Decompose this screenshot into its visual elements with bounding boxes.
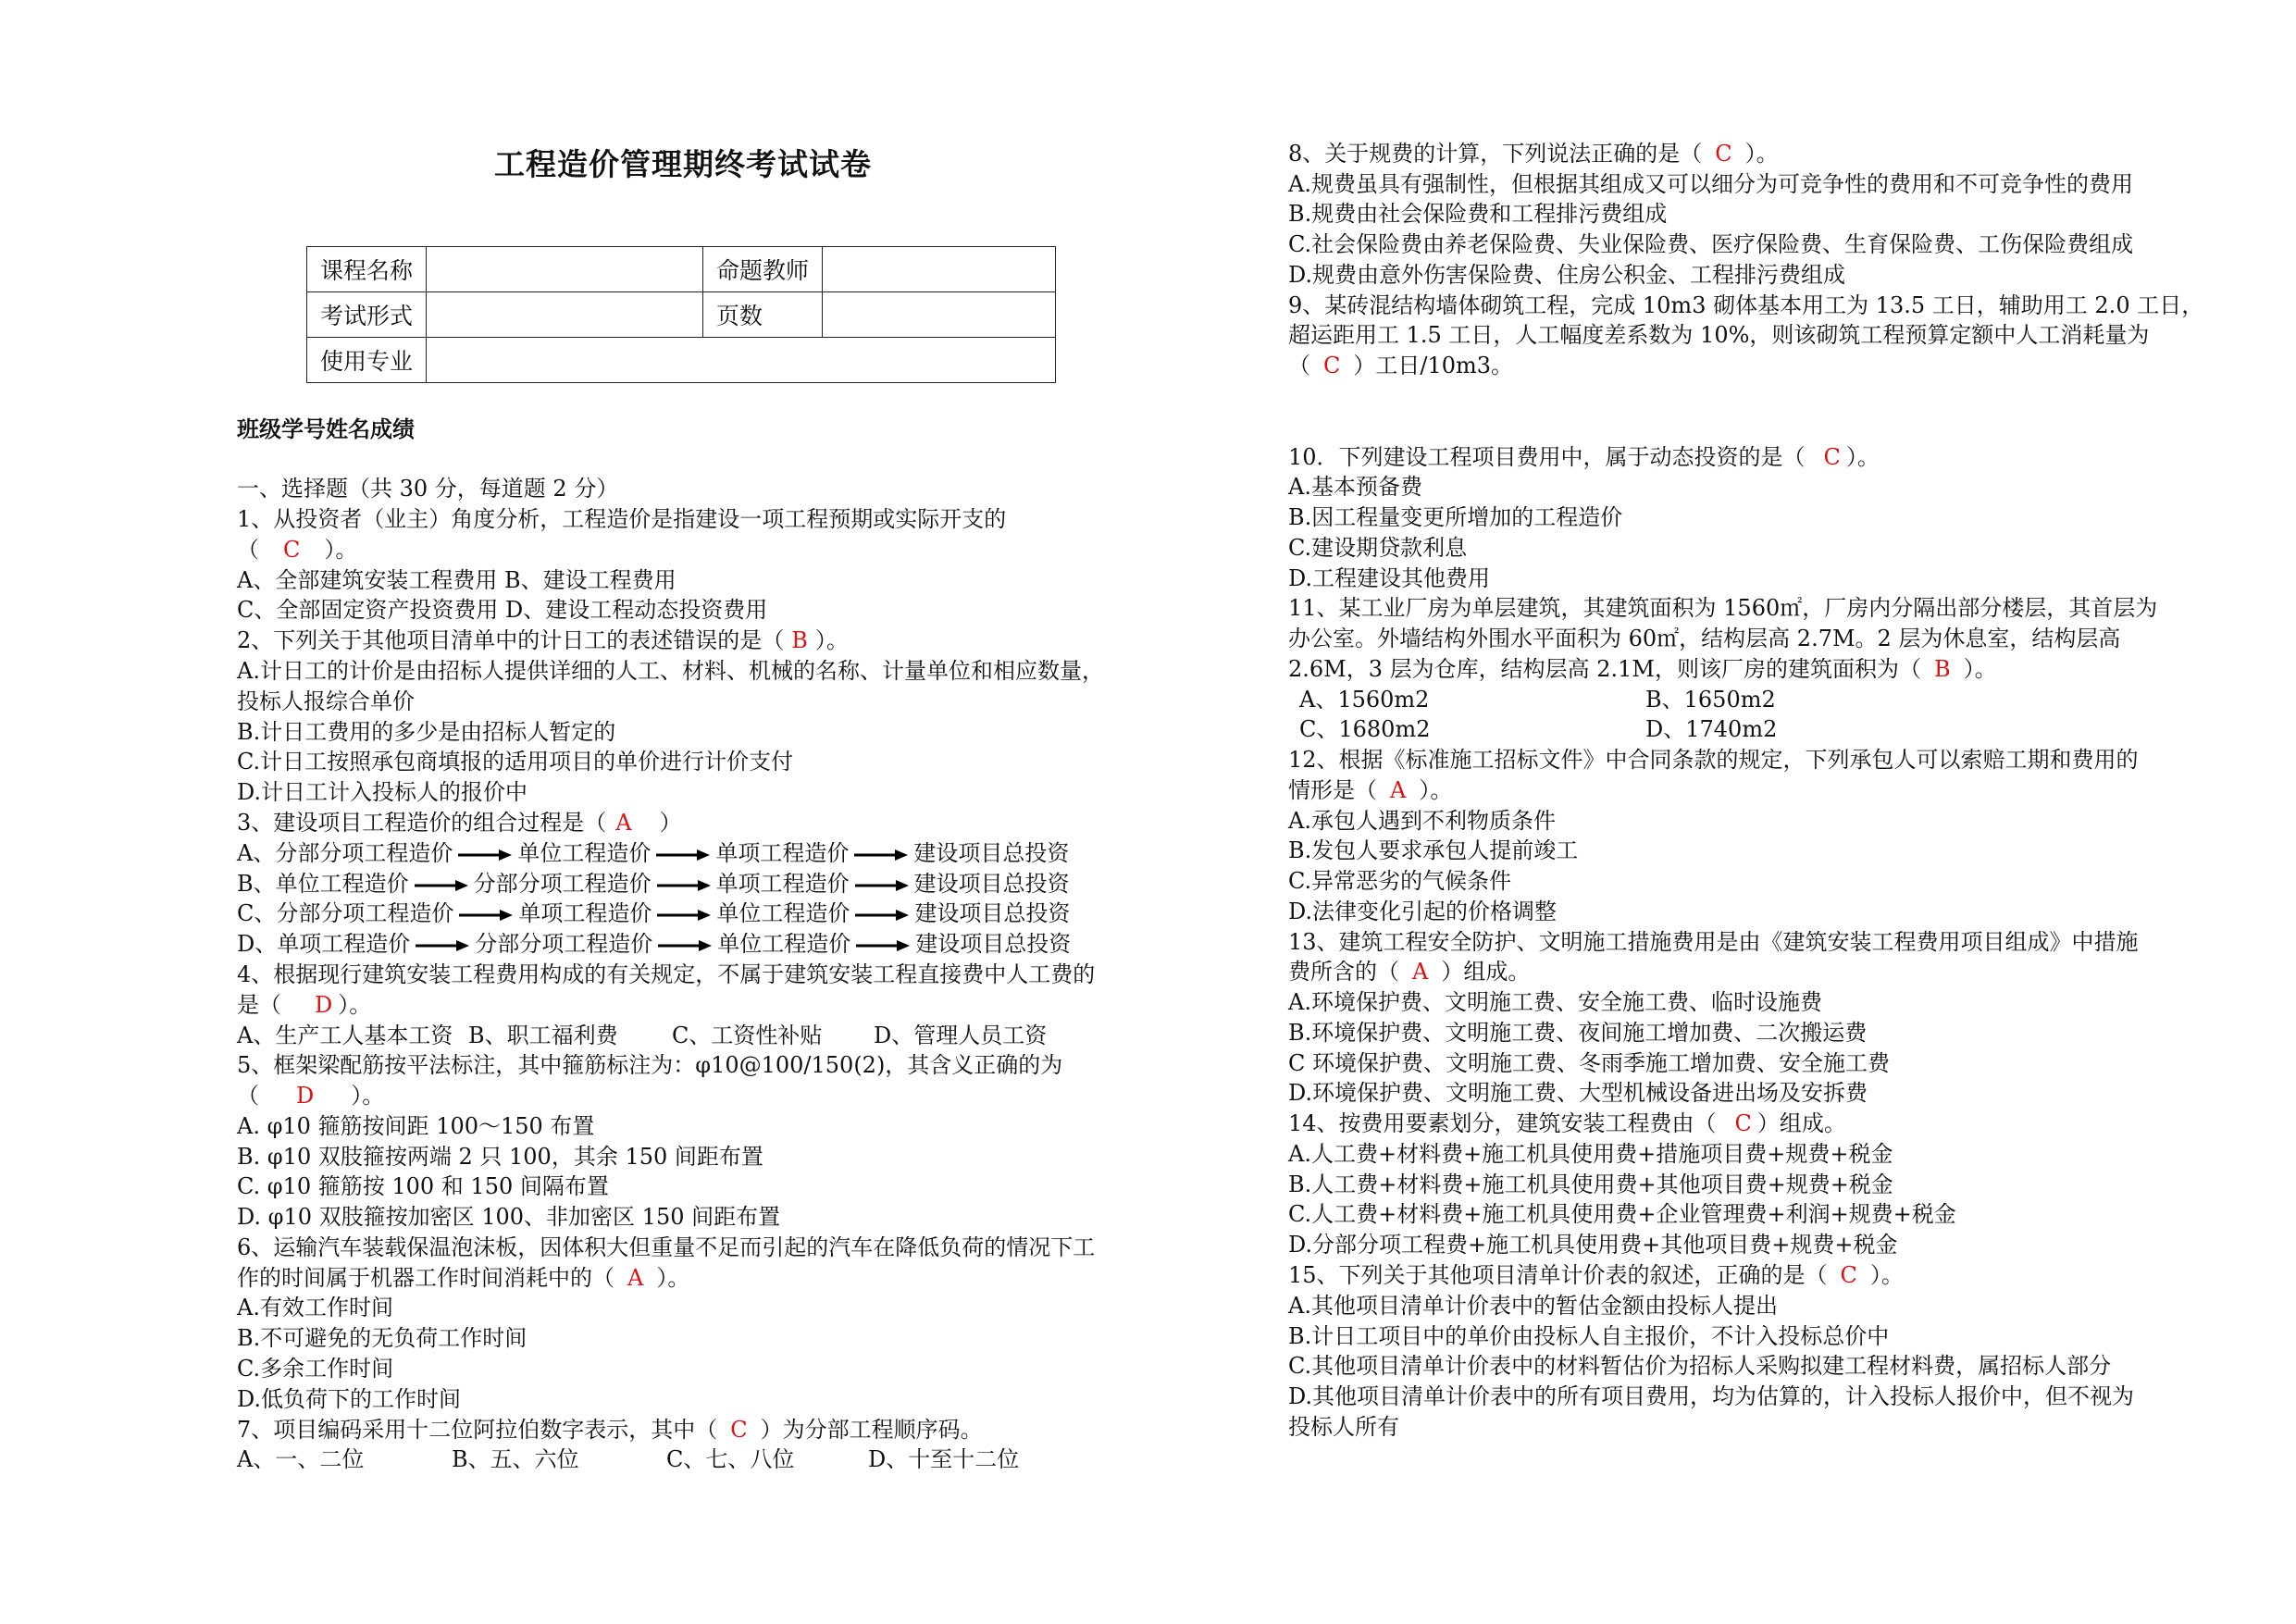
pages-value — [823, 292, 1056, 338]
q8-stem: 8、关于规费的计算，下列说法正确的是（ C ）。 — [1288, 141, 1779, 167]
q1-answer: C — [283, 537, 301, 563]
q1-option-cd: C、全部固定资产投资费用 D、建设工程动态投资费用 — [237, 597, 768, 623]
q10-option-b: B.因工程量变更所增加的工程造价 — [1288, 504, 1623, 530]
q13-option-b: B.环境保护费、文明施工费、夜间施工增加费、二次搬运费 — [1288, 1020, 1868, 1046]
arrow-right-icon — [415, 879, 468, 892]
q11-stem-2: 办公室。外墙结构外围水平面积为 60㎡，结构层高 2.7M。2 层为休息室，结构层高 — [1288, 626, 2121, 651]
q1-stem: 1、从投资者（业主）角度分析，工程造价是指建设一项工程预期或实际开支的 — [237, 506, 1007, 532]
q7-stem: 7、项目编码采用十二位阿拉伯数字表示，其中（ C ）为分部工程顺序码。 — [237, 1417, 983, 1443]
q6-stem-2: 作的时间属于机器工作时间消耗中的（ A ）。 — [237, 1265, 690, 1291]
q12-stem-2: 情形是（ A ）。 — [1288, 777, 1453, 803]
q14-option-a: A.人工费+材料费+施工机具使用费+措施项目费+规费+税金 — [1288, 1141, 1893, 1167]
q13-stem-2: 费所含的（ A ）组成。 — [1288, 959, 1531, 985]
q5-answer: D — [296, 1083, 315, 1109]
arrow-right-icon — [657, 879, 711, 892]
exam-form-value — [427, 292, 703, 338]
q14-answer: C — [1734, 1110, 1752, 1136]
q7-options: A、一、二位 B、五、六位 C、七、八位 D、十至十二位 — [237, 1446, 1020, 1472]
q2-stem: 2、下列关于其他项目清单中的计日工的表述错误的是（ B ）。 — [237, 627, 849, 653]
page-title: 工程造价管理期终考试试卷 — [494, 146, 872, 182]
q15-stem: 15、下列关于其他项目清单计价表的叙述，正确的是（ C ）。 — [1288, 1262, 1904, 1288]
q5-option-d: D. φ10 双肢箍按加密区 100、非加密区 150 间距布置 — [237, 1204, 781, 1230]
q8-option-c: C.社会保险费由养老保险费、失业保险费、医疗保险费、生育保险费、工伤保险费组成 — [1288, 231, 2134, 257]
q14-stem: 14、按费用要素划分，建筑安装工程费由（ C ）组成。 — [1288, 1110, 1846, 1136]
q12-option-b: B.发包人要求承包人提前竣工 — [1288, 837, 1579, 863]
student-info-line: 班级学号姓名成绩 — [237, 415, 415, 442]
q12-stem: 12、根据《标准施工招标文件》中合同条款的规定，下列承包人可以索赔工期和费用的 — [1288, 747, 2139, 773]
q9-stem-2: 超运距用工 1.5 工日，人工幅度差系数为 10%，则该砌筑工程预算定额中人工消耗量为 — [1288, 322, 2150, 348]
section-heading: 一、选择题（共 30 分，每道题 2 分） — [237, 476, 619, 502]
q3-option-b: B、单位工程造价 分部分项工程造价 单项工程造价 建设项目总投资 — [237, 871, 1070, 897]
q5-option-c: C. φ10 箍筋按 100 和 150 间隔布置 — [237, 1173, 609, 1199]
q6-option-a: A.有效工作时间 — [237, 1295, 393, 1320]
q3-answer: A — [615, 810, 632, 836]
q8-option-a: A.规费虽具有强制性，但根据其组成又可以细分为可竞争性的费用和不可竞争性的费用 — [1288, 171, 2133, 197]
q11-answer: B — [1934, 656, 1951, 682]
q13-stem: 13、建筑工程安全防护、文明施工措施费用是由《建筑安装工程费用项目组成》中措施 — [1288, 929, 2139, 955]
q8-answer: C — [1715, 141, 1732, 167]
q11-stem: 11、某工业厂房为单层建筑，其建筑面积为 1560㎡，厂房内分隔出部分楼层，其首层为 — [1288, 595, 2158, 621]
q1-option-ab: A、全部建筑安装工程费用 B、建设工程费用 — [237, 567, 676, 593]
q6-stem: 6、运输汽车装载保温泡沫板，因体积大但重量不足而引起的汽车在降低负荷的情况下工 — [237, 1234, 1096, 1260]
q15-answer: C — [1840, 1262, 1857, 1288]
q4-options: A、生产工人基本工资 B、职工福利费 C、工资性补贴 D、管理人员工资 — [237, 1023, 1048, 1048]
q6-option-b: B.不可避免的无负荷工作时间 — [237, 1325, 527, 1351]
q3-option-d: D、单项工程造价 分部分项工程造价 单位工程造价 建设项目总投资 — [237, 931, 1072, 957]
q3-option-a: A、分部分项工程造价 单位工程造价 单项工程造价 建设项目总投资 — [237, 840, 1070, 866]
q9-stem: 9、某砖混结构墙体砌筑工程，完成 10m3 砌体基本用工为 13.5 工日，辅助用工 2.0 工日， — [1288, 292, 2204, 318]
q8-option-d: D.规费由意外伤害保险费、住房公积金、工程排污费组成 — [1288, 262, 1846, 288]
q5-option-b: B. φ10 双肢箍按两端 2 只 100，其余 150 间距布置 — [237, 1144, 763, 1170]
q12-option-a: A.承包人遇到不利物质条件 — [1288, 808, 1556, 834]
q15-option-d-cont: 投标人所有 — [1288, 1414, 1399, 1440]
arrow-right-icon — [657, 909, 711, 922]
q15-option-a: A.其他项目清单计价表中的暂估金额由投标人提出 — [1288, 1293, 1778, 1319]
course-value — [427, 247, 703, 292]
q12-option-d: D.法律变化引起的价格调整 — [1288, 899, 1558, 924]
q1-stem-2: （ C ）。 — [237, 537, 358, 563]
q6-option-d: D.低负荷下的工作时间 — [237, 1386, 462, 1412]
arrow-right-icon — [658, 939, 712, 952]
q4-stem-2: 是（ D ）。 — [237, 992, 372, 1018]
arrow-right-icon — [416, 939, 469, 952]
q14-option-d: D.分部分项工程费+施工机具使用费+其他项目费+规费+税金 — [1288, 1232, 1898, 1258]
q14-option-c: C.人工费+材料费+施工机具使用费+企业管理费+利润+规费+税金 — [1288, 1201, 1956, 1227]
q5-stem-2: （ D ）。 — [237, 1083, 385, 1109]
q12-answer: A — [1390, 777, 1407, 803]
q9-answer: C — [1323, 353, 1341, 378]
q3-stem: 3、建设项目工程造价的组合过程是（ A ） — [237, 810, 682, 836]
q13-option-a: A.环境保护费、文明施工费、安全施工费、临时设施费 — [1288, 989, 1822, 1015]
q2-option-a: A.计日工的计价是由招标人提供详细的人工、材料、机械的名称、计量单位和相应数量， — [237, 658, 1104, 684]
q9-stem-3: （ C ）工日/10m3。 — [1288, 353, 1514, 378]
q15-option-d: D.其他项目清单计价表中的所有项目费用，均为估算的，计入投标人报价中，但不视为 — [1288, 1383, 2135, 1409]
q7-answer: C — [730, 1417, 748, 1443]
q11-options-cd: C、1680m2 D、1740m2 — [1299, 716, 1778, 742]
q2-option-d: D.计日工计入投标人的报价中 — [237, 779, 528, 805]
q10-answer: C — [1823, 444, 1841, 470]
q8-option-b: B.规费由社会保险费和工程排污费组成 — [1288, 201, 1668, 227]
major-value — [427, 338, 1056, 383]
q14-option-b: B.人工费+材料费+施工机具使用费+其他项目费+规费+税金 — [1288, 1172, 1893, 1197]
q12-option-c: C.异常恶劣的气候条件 — [1288, 868, 1512, 894]
q3-option-c: C、分部分项工程造价 单项工程造价 单位工程造价 建设项目总投资 — [237, 900, 1071, 926]
course-label: 课程名称 — [307, 247, 427, 292]
q2-option-b: B.计日工费用的多少是由招标人暂定的 — [237, 719, 616, 745]
q11-stem-3: 2.6M，3 层为仓库，结构层高 2.1M，则该厂房的建筑面积为（ B ）。 — [1288, 656, 1997, 682]
q4-answer: D — [315, 992, 333, 1018]
arrow-right-icon — [459, 909, 513, 922]
arrow-right-icon — [856, 939, 910, 952]
exam-form-label: 考试形式 — [307, 292, 427, 338]
q11-options-ab: A、1560m2 B、1650m2 — [1299, 687, 1776, 713]
pages-label: 页数 — [703, 292, 823, 338]
q10-stem: 10．下列建设工程项目费用中，属于动态投资的是（ C ）。 — [1288, 444, 1880, 470]
q4-stem: 4、根据现行建筑安装工程费用构成的有关规定，不属于建筑安装工程直接费中人工费的 — [237, 961, 1096, 987]
arrow-right-icon — [855, 909, 909, 922]
q13-option-c: C 环境保护费、文明施工费、冬雨季施工增加费、安全施工费 — [1288, 1050, 1890, 1076]
q15-option-c: C.其他项目清单计价表中的材料暂估价为招标人采购拟建工程材料费，属招标人部分 — [1288, 1353, 2112, 1379]
teacher-value — [823, 247, 1056, 292]
q10-option-d: D.工程建设其他费用 — [1288, 565, 1491, 591]
course-info-table — [306, 246, 1056, 383]
major-label: 使用专业 — [307, 338, 427, 383]
arrow-right-icon — [458, 849, 512, 862]
q13-answer: A — [1412, 959, 1429, 985]
q5-stem: 5、框架梁配筋按平法标注，其中箍筋标注为：φ10@100/150(2)，其含义正确的为 — [237, 1052, 1063, 1078]
q2-option-c: C.计日工按照承包商填报的适用项目的单价进行计价支付 — [237, 749, 794, 775]
teacher-label: 命题教师 — [703, 247, 823, 292]
q13-option-d: D.环境保护费、文明施工费、大型机械设备进出场及安拆费 — [1288, 1080, 1868, 1106]
q2-answer: B — [791, 627, 808, 653]
q15-option-b: B.计日工项目中的单价由投标人自主报价，不计入投标总价中 — [1288, 1323, 1890, 1349]
arrow-right-icon — [656, 849, 710, 862]
q10-option-c: C.建设期贷款利息 — [1288, 535, 1468, 561]
q5-option-a: A. φ10 箍筋按间距 100～150 布置 — [237, 1113, 595, 1139]
arrow-right-icon — [855, 879, 909, 892]
q6-answer: A — [627, 1265, 644, 1291]
arrow-right-icon — [854, 849, 908, 862]
q10-option-a: A.基本预备费 — [1288, 474, 1422, 500]
q2-option-a-cont: 投标人报综合单价 — [237, 688, 415, 714]
q6-option-c: C.多余工作时间 — [237, 1356, 394, 1382]
